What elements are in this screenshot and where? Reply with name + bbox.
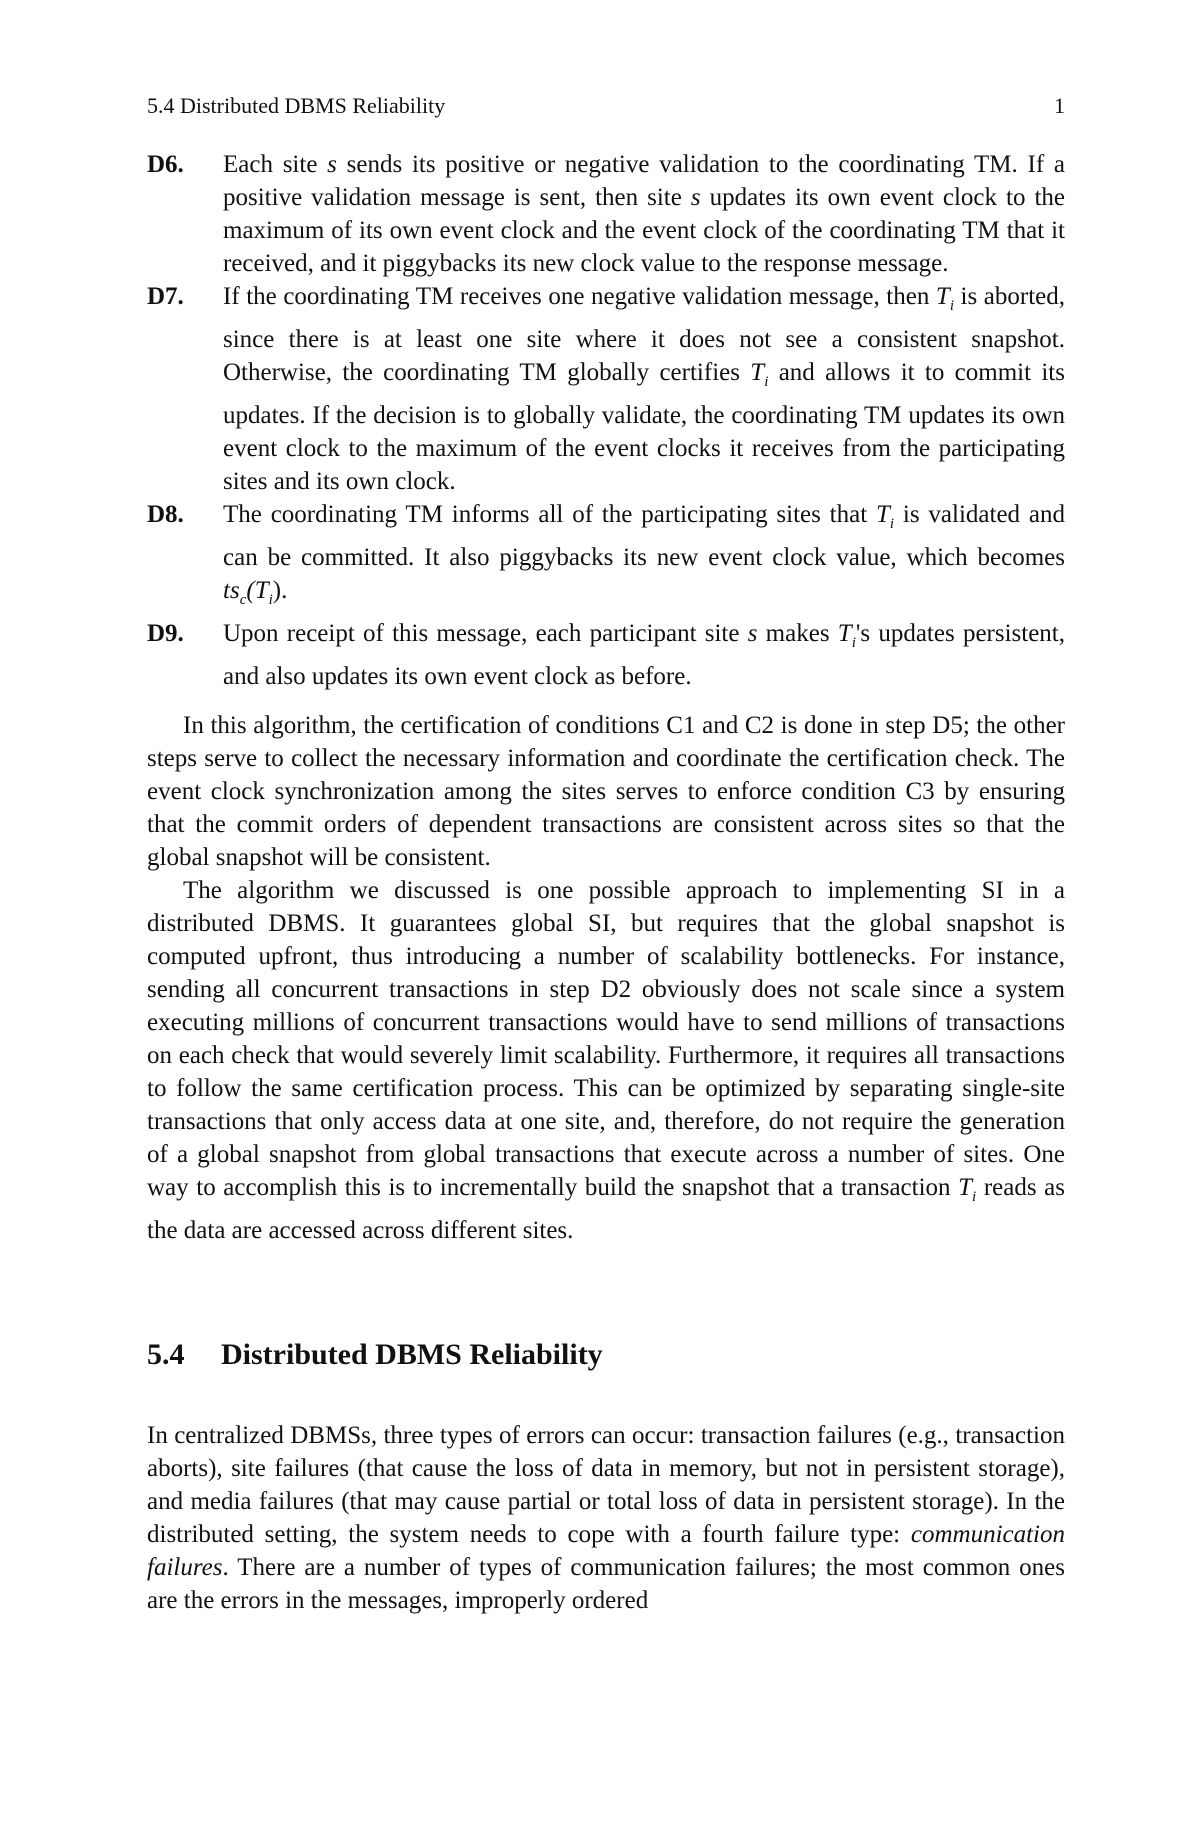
paragraph-certification: In this algorithm, the certification of conditions C1 and C2 is done in step D5; the other steps serve to collect the necessary information and coordinate the certification check. The event clock synchronization among the sites serves to enforce condition C3 by ensuring that the commit orders of dependent transactions are consistent across sites so that the global snapshot will be consistent. bbox=[147, 712, 1065, 871]
step-d6: D6. Each site s sends its positive or negative validation to the coordinating TM. If a positive validation message is sent, then site s updates its own event clock to the maximum of its own event clock and the event clock of the coordinating TM that it received, and it piggybacks its new clock value to the response message. bbox=[147, 148, 1065, 280]
step-d9: D9. Upon receipt of this message, each participant site s makes $T_i's$ updates persistent, and also updates its own event clock as before. bbox=[147, 617, 1065, 693]
section-title: Distributed DBMS Reliability bbox=[221, 1338, 603, 1371]
algorithm-steps bbox=[147, 148, 1065, 693]
page-number: 1 bbox=[1054, 93, 1065, 118]
paragraph-algorithm-discussion: The algorithm we discussed is one possible approach to implementing SI in a distributed DBMS. It guarantees global SI, but requires that the global snapshot is computed upfront, thus introducing a number of scalability bottlenecks. For instance, sending all concurrent transactions in step D2 obviously does not scale since a system executing millions of concurrent transactions would have to send millions of transactions on each check that would severely limit scalability. Furthermore, it requires all transactions to follow the same certification process. This can be optimized by separating single-site transactions that only access data at one site, and, therefore, do not require the generation of a global snapshot from global transactions that execute across a number of sites. One way to accomplish this is to incrementally build the snapshot that a transaction $T_i$ reads as the data are accessed across different sites. bbox=[147, 877, 1065, 1244]
step-d7: D7. If the coordinating TM receives one negative validation message, then $T_i$ is aborted, since there is at least one site where it does not see a consistent snapshot. Otherwise, the coordinating TM globally certifies $T_i$ and allows it to commit its updates. If the decision is to globally validate, the coordinating TM updates its own event clock to the maximum of the event clocks it receives from the participating sites and its own clock. bbox=[147, 280, 1065, 498]
emphasis-communication-failures: communication failures bbox=[147, 1521, 1065, 1581]
step-label: D7. bbox=[147, 283, 184, 310]
running-title: 5.4 Distributed DBMS Reliability bbox=[147, 93, 446, 118]
step-label: D8. bbox=[147, 501, 184, 528]
section-number: 5.4 bbox=[147, 1338, 185, 1371]
document-page bbox=[147, 92, 1065, 1617]
running-header bbox=[147, 92, 1065, 120]
step-label: D6. bbox=[147, 151, 184, 178]
step-d8: D8. The coordinating TM informs all of the participating sites that $T_i$ is validated and can be committed. It also piggybacks its new event clock value, which becomes $ts_c(T_i)$. bbox=[147, 498, 1065, 617]
step-label: D9. bbox=[147, 620, 184, 647]
section-heading bbox=[147, 1335, 1065, 1375]
paragraph-failure-types: In centralized DBMSs, three types of errors can occur: transaction failures (e.g., transaction aborts), site failures (that cause the loss of data in memory, but not in persistent storage), and media failures (that may cause partial or total loss of data in persistent storage). In the distributed setting, the system needs to cope with a fourth failure type: communication failures. There are a number of types of communication failures; the most common ones are the errors in the messages, improperly ordered bbox=[147, 1422, 1065, 1614]
